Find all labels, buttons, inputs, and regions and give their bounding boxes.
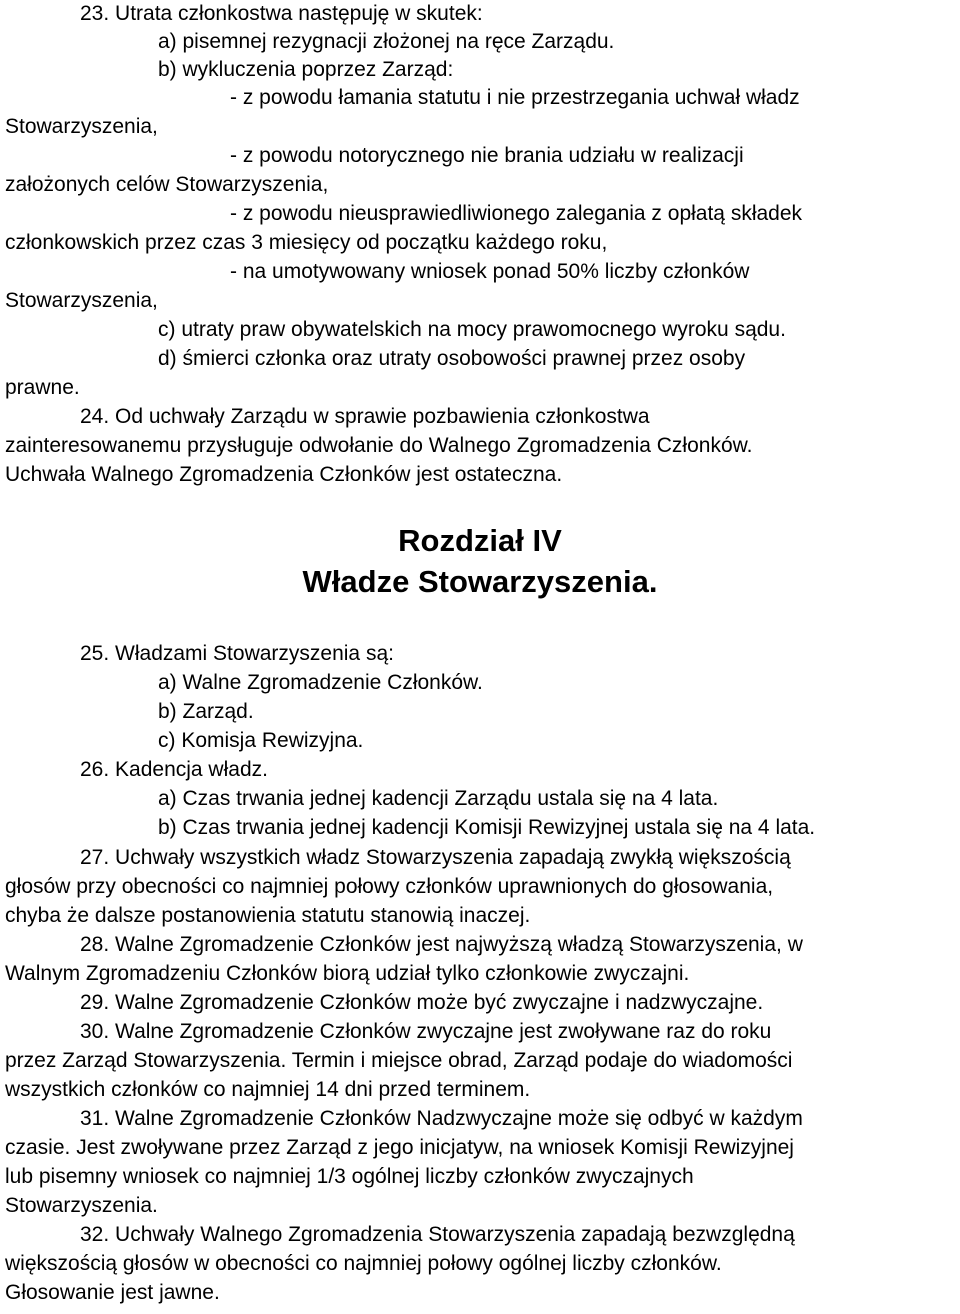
text-line: członkowskich przez czas 3 miesięcy od początku każdego roku, xyxy=(5,231,608,254)
text-line: większością głosów w obecności co najmniej połowy ogólnej liczby członków. xyxy=(5,1252,722,1275)
text-line: czasie. Jest zwoływane przez Zarząd z jego inicjatyw, na wniosek Komisji Rewizyjnej xyxy=(5,1136,794,1159)
list-item-b: b) Zarząd. xyxy=(158,700,254,723)
paragraph-31-heading: 31. Walne Zgromadzenie Członków Nadzwyczajne może się odbyć w każdym xyxy=(80,1107,803,1130)
sub-item-line: - z powodu notorycznego nie brania udziału w realizacji xyxy=(230,144,744,167)
paragraph-28-heading: 28. Walne Zgromadzenie Członków jest najwyższą władzą Stowarzyszenia, w xyxy=(80,933,803,956)
paragraph-26-heading: 26. Kadencja władz. xyxy=(80,758,268,781)
text-line: zainteresowanemu przysługuje odwołanie do Walnego Zgromadzenia Członków. xyxy=(5,434,753,457)
paragraph-32-heading: 32. Uchwały Walnego Zgromadzenia Stowarzyszenia zapadają bezwzględną xyxy=(80,1223,795,1246)
text-line: Stowarzyszenia, xyxy=(5,115,158,138)
text-line: lub pisemny wniosek co najmniej 1/3 ogólnej liczby członków zwyczajnych xyxy=(5,1165,694,1188)
list-item-b: b) wykluczenia poprzez Zarząd: xyxy=(158,58,454,81)
paragraph-25-heading: 25. Władzami Stowarzyszenia są: xyxy=(80,642,394,665)
list-item-c: c) Komisja Rewizyjna. xyxy=(158,729,364,752)
chapter-title: Władze Stowarzyszenia. xyxy=(302,564,658,599)
text-line: przez Zarząd Stowarzyszenia. Termin i miejsce obrad, Zarząd podaje do wiadomości xyxy=(5,1049,793,1072)
paragraph-23-heading: 23. Utrata członkostwa następuję w skutek: xyxy=(80,2,483,25)
list-item-a: a) pisemnej rezygnacji złożonej na ręce Zarządu. xyxy=(158,30,615,53)
paragraph-24-heading: 24. Od uchwały Zarządu w sprawie pozbawienia członkostwa xyxy=(80,405,650,428)
text-line: Uchwała Walnego Zgromadzenia Członków jest ostateczna. xyxy=(5,463,563,486)
list-item-c: c) utraty praw obywatelskich na mocy prawomocnego wyroku sądu. xyxy=(158,318,786,341)
list-item-a: a) Czas trwania jednej kadencji Zarządu ustala się na 4 lata. xyxy=(158,787,719,810)
sub-item-line: - z powodu nieusprawiedliwionego zalegania z opłatą składek xyxy=(230,202,803,225)
text-line: Stowarzyszenia, xyxy=(5,289,158,312)
sub-item-line: - na umotywowany wniosek ponad 50% liczby członków xyxy=(230,260,750,283)
text-line: Walnym Zgromadzeniu Członków biorą udział tylko członkowie zwyczajni. xyxy=(5,962,690,985)
sub-item-line: - z powodu łamania statutu i nie przestrzegania uchwał władz xyxy=(230,86,800,109)
text-line: głosów przy obecności co najmniej połowy członków uprawnionych do głosowania, xyxy=(5,875,774,898)
text-line: prawne. xyxy=(5,376,80,399)
paragraph-27-heading: 27. Uchwały wszystkich władz Stowarzyszenia zapadają zwykłą większością xyxy=(80,846,791,869)
text-line: chyba że dalsze postanowienia statutu stanowią inaczej. xyxy=(5,904,531,927)
paragraph-29-heading: 29. Walne Zgromadzenie Członków może być zwyczajne i nadzwyczajne. xyxy=(80,991,764,1014)
list-item-a: a) Walne Zgromadzenie Członków. xyxy=(158,671,483,694)
chapter-number: Rozdział IV xyxy=(398,523,562,558)
list-item-d: d) śmierci członka oraz utraty osobowości prawnej przez osoby xyxy=(158,347,746,370)
text-line: założonych celów Stowarzyszenia, xyxy=(5,173,329,196)
list-item-b: b) Czas trwania jednej kadencji Komisji Rewizyjnej ustala się na 4 lata. xyxy=(158,816,816,839)
text-line: wszystkich członków co najmniej 14 dni przed terminem. xyxy=(5,1078,531,1101)
text-line: Stowarzyszenia. xyxy=(5,1194,158,1217)
paragraph-30-heading: 30. Walne Zgromadzenie Członków zwyczajne jest zwoływane raz do roku xyxy=(80,1020,772,1043)
text-line: Głosowanie jest jawne. xyxy=(5,1281,220,1304)
